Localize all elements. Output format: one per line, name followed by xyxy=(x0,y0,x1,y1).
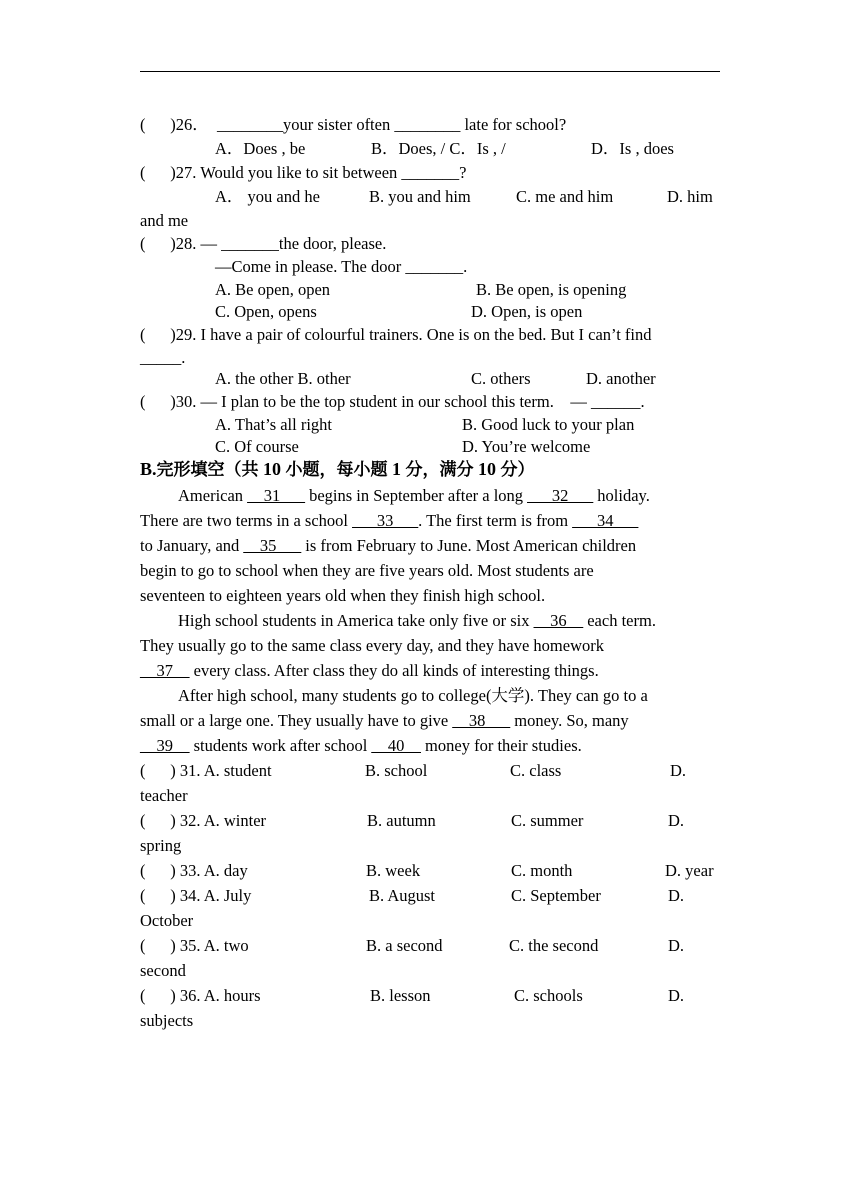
option-33-b: B. week xyxy=(366,861,421,880)
option-33-d: D. year xyxy=(665,861,714,880)
question-28-stem: ( )28. — _______the door, please. xyxy=(140,234,387,253)
question-29-wrap: _____. xyxy=(140,348,186,367)
passage-line: begin to go to school when they are five years old. Most students are xyxy=(140,561,594,580)
passage-line: seventeen to eighteen years old when they finish high school. xyxy=(140,586,546,605)
question-29-option-c: C. others xyxy=(471,369,531,388)
blank-37: __37__ xyxy=(140,661,190,680)
passage-line: to January, and __35___ is from February to June. Most American children xyxy=(140,536,637,555)
option-row-34: ( ) 34. A. July xyxy=(140,886,252,905)
option-32-d: D. xyxy=(668,811,685,830)
question-30-option-b: B. Good luck to your plan xyxy=(462,415,635,434)
option-35-wrap: second xyxy=(140,961,186,980)
header-rule xyxy=(140,71,720,72)
option-36-c: C. schools xyxy=(514,986,583,1005)
blank-36: __36__ xyxy=(533,611,584,630)
passage-line: small or a large one. They usually have to give __38___ money. So, many xyxy=(140,711,629,730)
option-row-33: ( ) 33. A. day xyxy=(140,861,248,880)
blank-35: __35___ xyxy=(243,536,302,555)
section-b-title: B.完形填空（共 10 小题，每小题 1 分，满分 10 分） xyxy=(140,459,535,480)
option-row-31: ( ) 31. A. student xyxy=(140,761,272,780)
question-29-stem: ( )29. I have a pair of colourful trainers. One is on the bed. But I can’t find xyxy=(140,325,652,344)
question-30-stem: ( )30. — I plan to be the top student in our school this term. — ______. xyxy=(140,392,645,411)
option-32-wrap: spring xyxy=(140,836,182,855)
question-27-option-c: C. me and him xyxy=(516,187,614,206)
question-29-option-d: D. another xyxy=(586,369,656,388)
passage-line: There are two terms in a school ___33___. The first term is from ___34___ xyxy=(140,511,639,530)
option-row-32: ( ) 32. A. winter xyxy=(140,811,267,830)
passage-line: American __31___ begins in September after a long ___32___ holiday. xyxy=(178,486,650,505)
passage-line: High school students in America take only five or six __36__ each term. xyxy=(178,611,656,630)
option-34-d: D. xyxy=(668,886,685,905)
option-35-c: C. the second xyxy=(509,936,599,955)
question-28-option-b: B. Be open, is opening xyxy=(476,280,627,299)
option-32-c: C. summer xyxy=(511,811,584,830)
question-26-option-d: D．Is , does xyxy=(591,139,674,158)
blank-40: __40__ xyxy=(371,736,421,755)
question-26-option-b: B．Does, / C．Is , / xyxy=(371,139,506,158)
question-26-option-a: A．Does , be xyxy=(215,139,306,158)
option-31-d: D. xyxy=(670,761,687,780)
question-28-option-d: D. Open, is open xyxy=(471,302,583,321)
option-34-wrap: October xyxy=(140,911,194,930)
option-35-d: D. xyxy=(668,936,685,955)
question-26-stem: ( )26． ________your sister often ________ late for school? xyxy=(140,115,567,134)
option-33-c: C. month xyxy=(511,861,573,880)
option-row-35: ( ) 35. A. two xyxy=(140,936,249,955)
option-31-wrap: teacher xyxy=(140,786,188,805)
blank-34: ___34___ xyxy=(572,511,639,530)
option-32-b: B. autumn xyxy=(367,811,436,830)
option-34-c: C. September xyxy=(511,886,601,905)
option-31-b: B. school xyxy=(365,761,428,780)
question-27-wrap: and me xyxy=(140,211,189,230)
blank-38: __38___ xyxy=(452,711,511,730)
question-30-option-c: C. Of course xyxy=(215,437,299,456)
passage-line: After high school, many students go to college(大学). They can go to a xyxy=(178,686,648,705)
question-27-option-b: B. you and him xyxy=(369,187,471,206)
passage-line: __39__ students work after school __40__ money for their studies. xyxy=(140,736,582,755)
option-36-wrap: subjects xyxy=(140,1011,194,1030)
question-29-option-a: A. the other B. other xyxy=(215,369,351,388)
option-35-b: B. a second xyxy=(366,936,443,955)
option-36-d: D. xyxy=(668,986,685,1005)
question-28-line2: —Come in please. The door _______. xyxy=(215,257,468,276)
option-36-b: B. lesson xyxy=(370,986,431,1005)
option-row-36: ( ) 36. A. hours xyxy=(140,986,261,1005)
blank-39: __39__ xyxy=(140,736,190,755)
question-30-option-d: D. You’re welcome xyxy=(462,437,591,456)
passage-line: They usually go to the same class every day, and they have homework xyxy=(140,636,604,655)
blank-32: ___32___ xyxy=(527,486,594,505)
passage-line: __37__ every class. After class they do all kinds of interesting things. xyxy=(140,661,599,680)
question-30-option-a: A. That’s all right xyxy=(215,415,333,434)
option-31-c: C. class xyxy=(510,761,562,780)
question-27-stem: ( )27. Would you like to sit between _______? xyxy=(140,163,467,182)
blank-33: ___33___ xyxy=(352,511,419,530)
question-28-option-a: A. Be open, open xyxy=(215,280,331,299)
question-28-option-c: C. Open, opens xyxy=(215,302,317,321)
question-27-option-a: A． you and he xyxy=(215,187,320,206)
question-27-option-d: D. him xyxy=(667,187,713,206)
option-34-b: B. August xyxy=(369,886,436,905)
blank-31: __31___ xyxy=(247,486,305,505)
